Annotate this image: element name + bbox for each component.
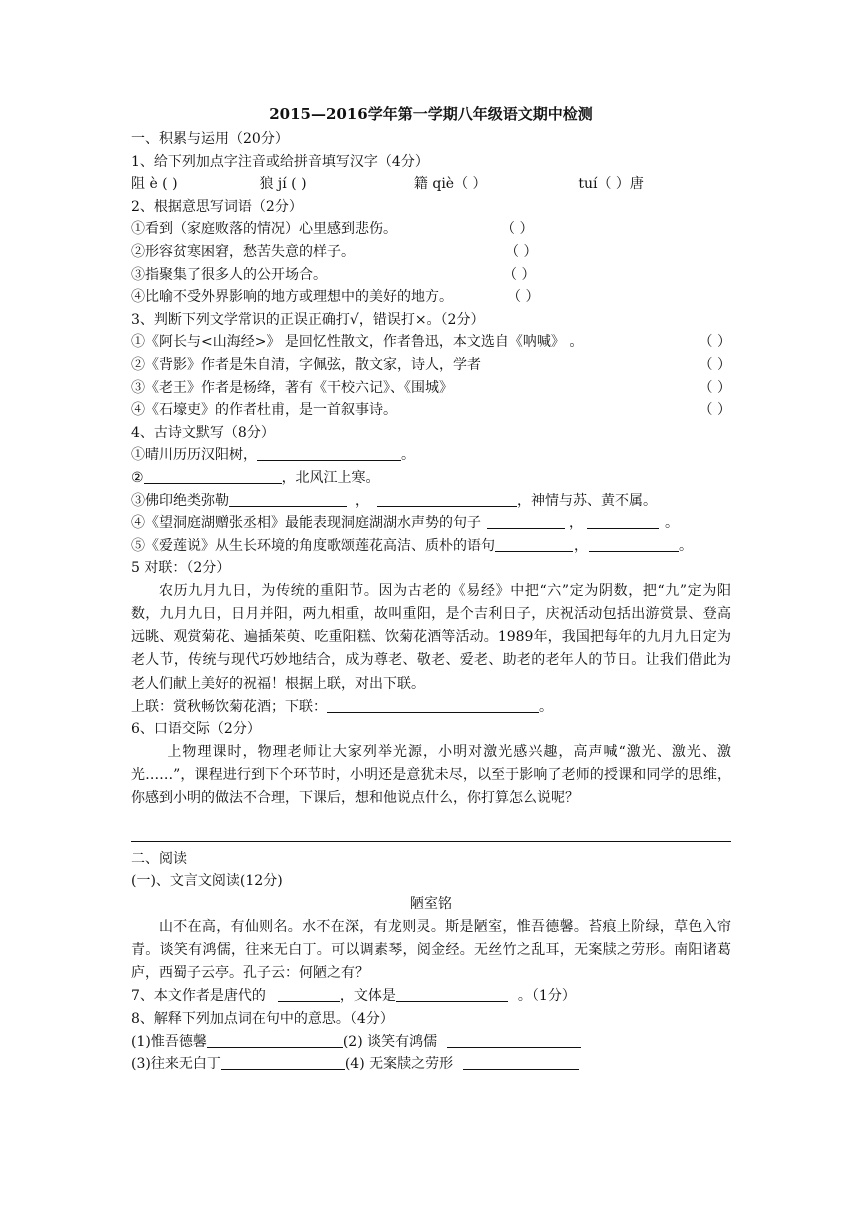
q3-prompt: 3、判断下列文学常识的正误正确打√，错误打×。（2分） <box>131 311 485 328</box>
q5-prompt: 5 对联：（2分） <box>131 560 231 577</box>
q4-l3-blank-2[interactable] <box>377 492 517 507</box>
part2-sub1: (一)、文言文阅读(12分) <box>131 873 283 890</box>
q6-passage: 上物理课时，物理老师让大家列举光源，小明对激光感兴趣，高声喊“激光、激光、激光……”，课程进行到下个环节时，小明还是意犹未尽，以至于影响了老师的授课和同学的思维，你感到小明的做法不合理，下课后，想和他说点什么，你打算怎么说呢？ <box>131 744 731 807</box>
q4-l1-end: 。 <box>401 447 415 464</box>
q4-l4-end: 。 <box>665 515 679 532</box>
q3-item-2 <box>131 354 731 377</box>
q3-item-4-text: ④《石壕吏》的作者杜甫，是一首叙事诗。 <box>131 402 397 419</box>
q8-item-2-blank[interactable] <box>447 1033 581 1048</box>
q8-row-2 <box>131 1053 731 1076</box>
q4-l3-comma: ， <box>355 492 369 509</box>
q4-l5-comma: ， <box>574 537 588 554</box>
q1-items <box>131 173 731 196</box>
q7-blank-1[interactable] <box>278 987 340 1002</box>
q4-line-3 <box>131 490 731 513</box>
q4-l4-blank-2[interactable] <box>587 514 659 529</box>
q2-item-1-blank[interactable]: （ ） <box>501 221 534 238</box>
poem-title: 陋室铭 <box>410 895 452 912</box>
poem-text: 山不在高，有仙则名。水不在深，有龙则灵。斯是陋室，惟吾德馨。苔痕上阶绿，草色入帘青。谈笑有鸿儒，往来无白丁。可以调素琴，阅金经。无丝竹之乱耳，无案牍之劳形。南阳诸葛庐，西蜀子云亭。孔子云：何陋之有？ <box>131 918 731 982</box>
part2-heading: 二、阅读 <box>131 850 187 867</box>
q8-row-1 <box>131 1031 731 1054</box>
q3-item-3 <box>131 377 731 400</box>
q5-passage: 农历九月九日，为传统的重阳节。因为古老的《易经》中把“六”定为阴数，把“九”定为阳数，九月九日，日月并阳，两九相重，故叫重阳，是个吉利日子，庆祝活动包括出游赏景、登高远眺、观赏菊花、遍插茱萸、吃重阳糕、饮菊花酒等活动。1989年，我国把每年的九月九日定为老人节，传统与现代巧妙地结合，成为尊老、敬老、爱老、助老的老年人的节日。让我们借此为老人们献上美好的祝福！根据上联，对出下联。 <box>131 582 731 692</box>
q6-answer-area[interactable] <box>131 811 731 833</box>
exam-page <box>131 104 731 1076</box>
q4-l5-blank-2[interactable] <box>589 537 679 552</box>
q2-prompt: 2、根据意思写词语（2分） <box>131 198 303 215</box>
q4-l3-end: ，神情与苏、黄不属。 <box>517 492 657 509</box>
q5-couplet-text: 上联：赏秋畅饮菊花酒；下联： <box>131 698 327 715</box>
q4-prompt: 4、古诗文默写（8分） <box>131 424 275 441</box>
q4-l5-blank-1[interactable] <box>495 537 573 552</box>
q1-item-3: 籍 qiè（ ） <box>413 176 487 193</box>
q4-l3-blank-1[interactable] <box>229 492 347 507</box>
q3-item-1-text: ①《阿长与<山海经>》 是回忆性散文，作者鲁迅，本文选自《呐喊》 。 <box>131 334 584 351</box>
q2-item-2 <box>131 241 731 264</box>
q2-item-3-blank[interactable]: （ ） <box>503 266 536 283</box>
q2-item-2-blank[interactable]: （ ） <box>505 243 538 260</box>
q7-text-c: 。（1分） <box>517 988 576 1005</box>
q8-item-4: (4) 无案牍之劳形 <box>344 1056 454 1073</box>
q2-item-1-text: ①看到（家庭败落的情况）心里感到悲伤。 <box>131 221 397 238</box>
q4-l1-text: ①晴川历历汉阳树， <box>131 447 257 464</box>
section-divider <box>131 841 731 842</box>
q3-item-1-blank[interactable]: （ ） <box>698 334 731 351</box>
part1-heading: 一、积累与运用（20分） <box>131 131 289 147</box>
q2-item-3 <box>131 264 731 287</box>
q1-item-2: 狼 jí ( ) <box>259 176 307 193</box>
q3-item-4 <box>131 399 731 422</box>
q7-text-a: 7、本文作者是唐代的 <box>131 988 266 1005</box>
q3-item-2-text: ②《背影》作者是朱自清，字佩弦，散文家，诗人，学者 <box>131 356 481 373</box>
q7 <box>131 985 731 1008</box>
q4-l2-num: ② <box>131 469 144 486</box>
q4-l4-comma: ， <box>569 515 583 532</box>
q1-prompt: 1、给下列加点字注音或给拼音填写汉字（4分） <box>131 153 429 170</box>
q8-item-2: (2) 谈笑有鸿儒 <box>342 1033 438 1050</box>
q4-l4-blank-1[interactable] <box>487 514 565 529</box>
q5-couplet-blank[interactable] <box>327 698 539 713</box>
q2-item-3-text: ③指聚集了很多人的公开场合。 <box>131 266 327 283</box>
q2-item-1 <box>131 218 731 241</box>
q4-l3-text: ③佛印绝类弥勒 <box>131 492 229 509</box>
q6-prompt: 6、口语交际（2分） <box>131 721 261 738</box>
q7-blank-2[interactable] <box>396 987 508 1002</box>
q4-l5-text: ⑤《爱莲说》从生长环境的角度歌颂莲花高洁、质朴的语句 <box>131 537 495 554</box>
q3-item-4-blank[interactable]: （ ） <box>698 402 731 419</box>
q3-item-2-blank[interactable]: （ ） <box>698 356 731 373</box>
q1-item-1: 阻 è ( ) <box>131 176 178 193</box>
q8-item-3-blank[interactable] <box>221 1055 345 1070</box>
q4-l4-text: ④《望洞庭湖赠张丞相》最能表现洞庭湖湖水声势的句子 <box>131 515 481 532</box>
q4-l2-text: ，北风江上寒。 <box>281 469 380 486</box>
q1-item-4: tuí（ ）唐 <box>578 176 644 193</box>
q8-item-1-blank[interactable] <box>207 1033 343 1048</box>
q7-text-b: ，文体是 <box>339 988 396 1005</box>
q8-item-3: (3)往来无白丁 <box>131 1056 221 1073</box>
q4-line-4 <box>131 512 731 535</box>
q3-item-1 <box>131 331 731 354</box>
q2-item-4 <box>131 286 731 309</box>
q4-line-1 <box>131 444 731 467</box>
q2-item-2-text: ②形容贫寒困窘，愁苦失意的样子。 <box>131 243 355 260</box>
q4-l2-blank[interactable] <box>144 469 282 484</box>
q4-line-2 <box>131 467 731 490</box>
q5-couplet-end: 。 <box>539 698 553 715</box>
q4-l5-end: 。 <box>679 537 693 554</box>
q8-item-1: (1)惟吾德馨 <box>131 1033 207 1050</box>
q4-l1-blank[interactable] <box>257 446 401 461</box>
q8-prompt: 8、解释下列加点词在句中的意思。（4分） <box>131 1011 394 1028</box>
q2-item-4-blank[interactable]: （ ） <box>507 289 540 306</box>
q4-line-5 <box>131 535 731 558</box>
q5-couplet <box>131 696 731 719</box>
page-title: 2015—2016学年第一学期八年级语文期中检测 <box>269 105 593 123</box>
q3-item-3-text: ③《老王》作者是杨绛，著有《干校六记》、《围城》 <box>131 379 453 396</box>
q2-item-4-text: ④比喻不受外界影响的地方或理想中的美好的地方。 <box>131 289 453 306</box>
q8-item-4-blank[interactable] <box>463 1055 579 1070</box>
q3-item-3-blank[interactable]: （ ） <box>698 379 731 396</box>
